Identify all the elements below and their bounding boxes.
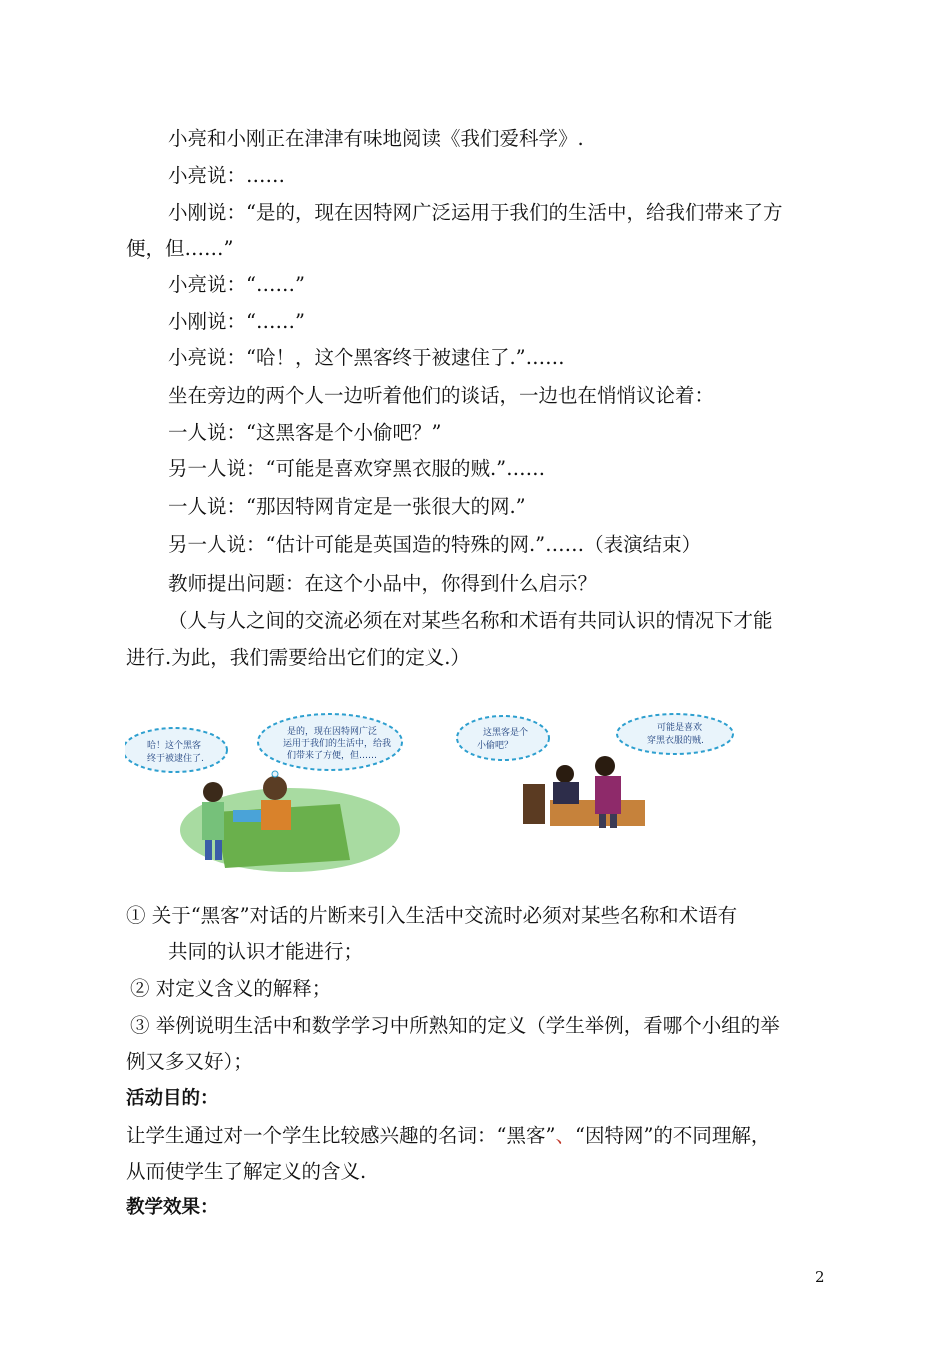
speech-bubble: [457, 716, 549, 760]
activity-text-part: “因特网”的不同理解，: [574, 1124, 771, 1147]
dialogue-line: 另一人说：“估计可能是英国造的特殊的网.”……（表演结束）: [168, 533, 702, 556]
activity-text-line: 从而使学生了解定义的含义.: [126, 1160, 367, 1183]
bubble-text: 小偷吧？: [477, 741, 514, 751]
bubble-text: 终于被逮住了.: [147, 754, 204, 764]
bubble-text: 是的，现在因特网广泛: [287, 727, 378, 737]
boy-head: [203, 782, 223, 802]
activity-heading: 活动目的：: [126, 1088, 219, 1109]
point-item-continuation: 共同的认识才能进行；: [168, 940, 364, 963]
dialogue-line: 小刚说：“……”: [168, 310, 305, 333]
point-item-continuation: 例又多又好）；: [126, 1050, 253, 1073]
point-item: ① 关于“黑客”对话的片断来引入生活中交流时必须对某些名称和术语有: [126, 904, 738, 927]
effect-heading: 教学效果：: [126, 1197, 219, 1218]
page-number: 2: [815, 1268, 825, 1286]
dialogue-line: 小亮和小刚正在津津有味地阅读《我们爱科学》.: [168, 127, 584, 150]
dialogue-line: 小亮说：“哈！，这个黑客终于被逮住了.”……: [168, 346, 565, 369]
bubble-text: 运用于我们的生活中，给我: [283, 739, 392, 749]
dialogue-line: 一人说：“那因特网肯定是一张很大的网.”: [168, 495, 526, 518]
dialogue-line: 便，但……”: [126, 237, 234, 260]
bubble-text: 们带来了方便，但……: [287, 751, 378, 761]
dialogue-line: 进行.为此，我们需要给出它们的定义.）: [126, 646, 470, 669]
speech-bubble: [617, 714, 733, 754]
bubble-text: 可能是喜欢: [657, 723, 703, 733]
bubble-text: 穿黑衣服的贼.: [647, 736, 704, 746]
chair-shape: [523, 784, 545, 824]
dialogue-line: 坐在旁边的两个人一边听着他们的谈话，一边也在悄悄议论着：: [168, 384, 715, 407]
illustration-students-reading: [125, 712, 415, 872]
dialogue-line: 另一人说：“可能是喜欢穿黑衣服的贼.”……: [168, 457, 546, 480]
point-item: ② 对定义含义的解释；: [130, 977, 332, 1000]
illustration-two-men-discussing: [455, 712, 745, 832]
boy2-head: [263, 776, 287, 800]
bubble-text: 这黑客是个: [483, 728, 529, 738]
point-item: ③ 举例说明生活中和数学学习中所熟知的定义（学生举例，看哪个小组的举: [130, 1014, 780, 1037]
bubble-text: 哈！这个黑客: [147, 741, 202, 751]
boy-body: [202, 802, 224, 840]
dialogue-line: 小亮说：……: [168, 164, 286, 187]
activity-text-line: [126, 1124, 770, 1148]
dialogue-line: （人与人之间的交流必须在对某些名称和术语有共同认识的情况下才能: [168, 609, 773, 632]
dialogue-line: 小亮说：“……”: [168, 273, 305, 296]
dialogue-line: 一人说：“这黑客是个小偷吧？”: [168, 421, 442, 444]
dialogue-line: 小刚说：“是的，现在因特网广泛运用于我们的生活中，给我们带来了方: [168, 201, 783, 224]
boy2-body: [261, 800, 291, 830]
activity-text-part: 让学生通过对一个学生比较感兴趣的名词：“黑客”: [126, 1124, 556, 1147]
activity-separator: 、: [555, 1124, 575, 1147]
dialogue-line: 教师提出问题：在这个小品中，你得到什么启示？: [168, 572, 598, 595]
